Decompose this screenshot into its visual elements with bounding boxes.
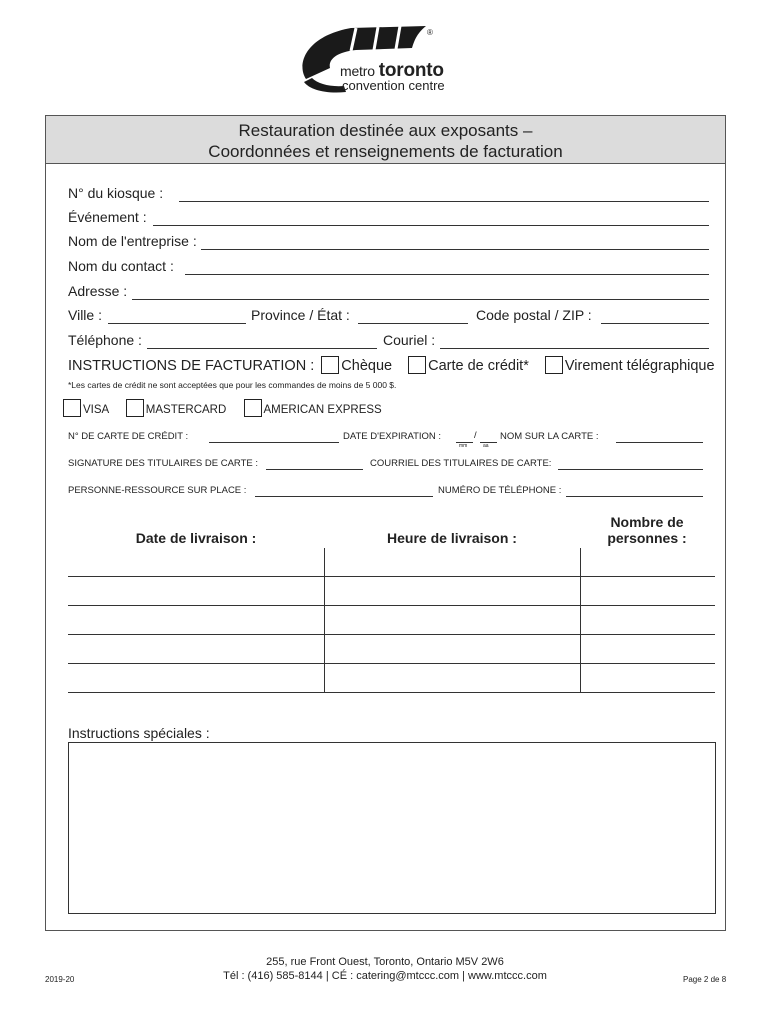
- table-row[interactable]: [68, 663, 715, 664]
- heure-header: Heure de livraison :: [387, 530, 517, 546]
- signature-field[interactable]: [266, 469, 363, 470]
- telephone-field[interactable]: [147, 348, 377, 349]
- footer-contact: Tél : (416) 585-8144 | CÉ : catering@mtccc.com | www.mtccc.com: [223, 970, 547, 982]
- card-name-label: NOM SUR LA CARTE :: [500, 431, 599, 442]
- visa-label: VISA: [83, 404, 109, 416]
- kiosque-label: N° du kiosque :: [68, 185, 164, 201]
- form-title: [46, 116, 725, 164]
- billing-label: INSTRUCTIONS DE FACTURATION :: [68, 358, 315, 374]
- expiration-slash: /: [474, 430, 477, 441]
- card-number-field[interactable]: [209, 442, 339, 443]
- codepostal-label: Code postal / ZIP :: [476, 307, 592, 323]
- amex-label: AMERICAN EXPRESS: [263, 404, 382, 416]
- contact-field[interactable]: [185, 274, 709, 275]
- carte-label: Carte de crédit*: [428, 358, 529, 374]
- evenement-label: Événement :: [68, 209, 147, 225]
- phone-number-field[interactable]: [566, 496, 703, 497]
- form-frame: [45, 115, 726, 931]
- nombre-header-line-2: personnes :: [607, 530, 687, 546]
- cardholder-email-label: COURRIEL DES TITULAIRES DE CARTE:: [370, 458, 552, 469]
- table-row[interactable]: [68, 576, 715, 577]
- logo-line-2: convention centre: [342, 78, 445, 93]
- card-name-field[interactable]: [616, 442, 703, 443]
- carte-checkbox[interactable]: [408, 356, 426, 374]
- card-number-label: N° DE CARTE DE CRÉDIT :: [68, 431, 189, 442]
- mastercard-label: MASTERCARD: [145, 404, 227, 416]
- signature-label: SIGNATURE DES TITULAIRES DE CARTE :: [68, 458, 259, 469]
- registered-mark: ®: [427, 28, 433, 37]
- virement-label: Virement télégraphique: [564, 358, 715, 374]
- entreprise-label: Nom de l'entreprise :: [68, 233, 197, 249]
- adresse-field[interactable]: [132, 299, 709, 300]
- table-row[interactable]: [68, 605, 715, 606]
- table-divider-2: [580, 548, 581, 693]
- mastercard-checkbox[interactable]: [126, 399, 144, 417]
- footer-address-block: [185, 955, 585, 983]
- date-header: Date de livraison :: [135, 530, 257, 546]
- card-types-row: [63, 399, 382, 417]
- courriel-field[interactable]: [440, 348, 709, 349]
- logo-line-1: metro toronto: [340, 60, 444, 81]
- courriel-label: Couriel :: [383, 332, 436, 348]
- ville-field[interactable]: [108, 323, 246, 324]
- table-divider-1: [324, 548, 325, 693]
- onsite-contact-label: PERSONNE-RESSOURCE SUR PLACE :: [68, 485, 247, 496]
- aa-label: aa: [483, 443, 489, 449]
- nombre-header-line-1: Nombre de: [610, 514, 684, 530]
- codepostal-field[interactable]: [601, 323, 709, 324]
- kiosque-field[interactable]: [179, 201, 709, 202]
- table-row[interactable]: [68, 692, 715, 693]
- title-line-2: Coordonnées et renseignements de facturation: [208, 142, 563, 161]
- entreprise-field[interactable]: [201, 249, 709, 250]
- evenement-field[interactable]: [153, 225, 709, 226]
- cardholder-email-field[interactable]: [558, 469, 703, 470]
- nombre-header: [580, 514, 714, 546]
- footer-year: 2019-20: [45, 975, 75, 984]
- mtcc-logo: [296, 24, 476, 98]
- cheque-label: Chèque: [341, 358, 393, 374]
- amex-checkbox[interactable]: [244, 399, 262, 417]
- expiration-label: DATE D'EXPIRATION :: [343, 431, 442, 442]
- special-instructions-box[interactable]: [68, 742, 716, 914]
- telephone-label: Téléphone :: [68, 332, 142, 348]
- visa-checkbox[interactable]: [63, 399, 81, 417]
- footer-address: 255, rue Front Ouest, Toronto, Ontario M5V 2W6: [266, 956, 504, 968]
- billing-note: *Les cartes de crédit ne sont acceptées que pour les commandes de moins de 5 000 $.: [68, 380, 397, 390]
- adresse-label: Adresse :: [68, 283, 128, 299]
- footer-page-number: Page 2 de 8: [683, 975, 727, 984]
- contact-label: Nom du contact :: [68, 258, 174, 274]
- cheque-checkbox[interactable]: [321, 356, 339, 374]
- mm-label: mm: [459, 443, 468, 449]
- province-field[interactable]: [358, 323, 468, 324]
- title-line-1: Restauration destinée aux exposants –: [238, 121, 533, 140]
- province-label: Province / État :: [251, 307, 350, 323]
- billing-row: [68, 356, 715, 374]
- special-instructions-label: Instructions spéciales :: [68, 725, 210, 741]
- onsite-contact-field[interactable]: [255, 496, 433, 497]
- table-row[interactable]: [68, 634, 715, 635]
- virement-checkbox[interactable]: [545, 356, 563, 374]
- phone-number-label: NUMÉRO DE TÉLÉPHONE :: [438, 485, 562, 496]
- ville-label: Ville :: [68, 307, 102, 323]
